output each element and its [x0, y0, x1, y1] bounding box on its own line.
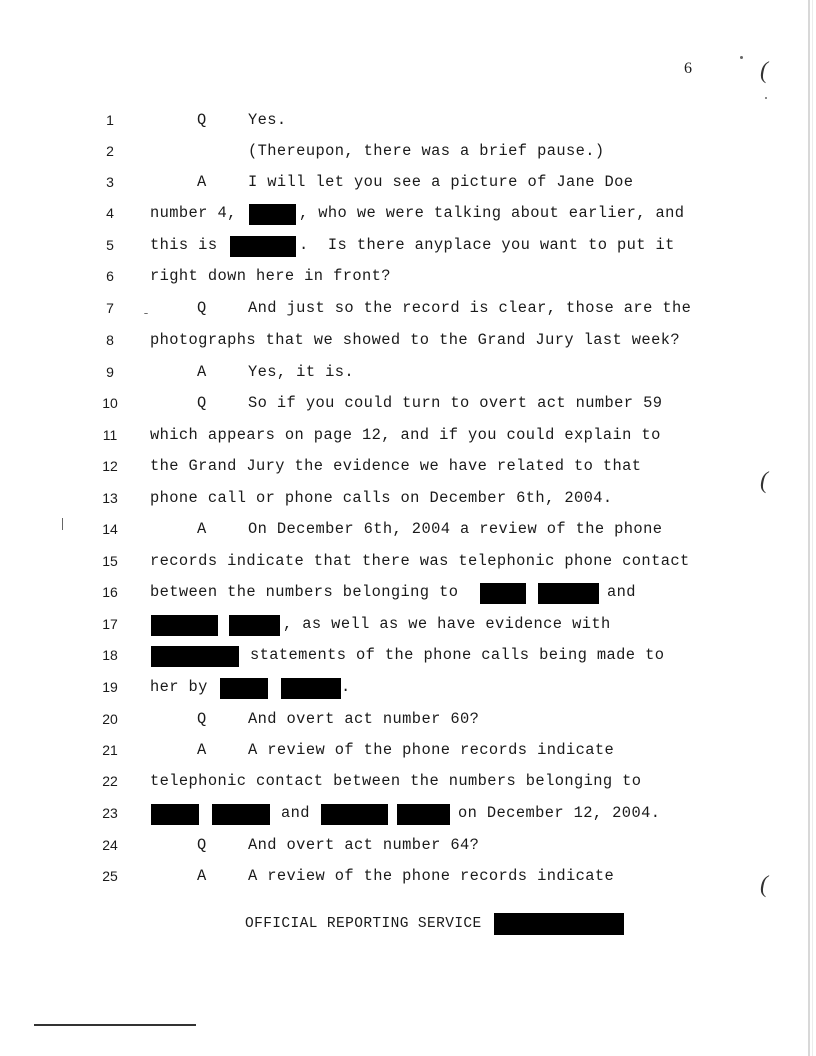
line-number: 25 [102, 868, 118, 884]
page-edge-line [808, 0, 810, 1056]
line-number: 18 [102, 647, 118, 663]
line-number: 1 [106, 112, 114, 128]
transcript-line [0, 614, 816, 640]
line-text: On December 6th, 2004 a review of the phone [248, 520, 663, 538]
line-text: . Is there anyplace you want to put it [299, 236, 675, 254]
line-number: 13 [102, 490, 118, 506]
line-number: 24 [102, 837, 118, 853]
line-text: number 4, [150, 204, 237, 222]
transcript-line [0, 519, 816, 545]
line-number: 10 [102, 395, 118, 411]
line-number: 17 [102, 616, 118, 632]
line-text: A [197, 363, 207, 381]
speck [144, 313, 148, 314]
line-text: her by [150, 678, 208, 696]
transcript-line [0, 866, 816, 892]
redaction-bar [249, 204, 296, 225]
transcript-line [0, 110, 816, 136]
line-text: A [197, 173, 207, 191]
line-number: 8 [106, 332, 114, 348]
line-number: 6 [106, 268, 114, 284]
line-text: Q [197, 299, 207, 317]
line-number: 12 [102, 458, 118, 474]
redaction-bar [151, 615, 218, 636]
page-number: 6 [684, 60, 692, 77]
redaction-bar [538, 583, 599, 604]
line-text: phone call or phone calls on December 6th, 2004. [150, 489, 613, 507]
redaction-bar [151, 804, 199, 825]
margin-mark: ( [760, 872, 768, 898]
line-number: 7 [106, 300, 114, 316]
redaction-bar [220, 678, 268, 699]
redaction-bar [151, 646, 239, 667]
line-text: which appears on page 12, and if you could explain to [150, 426, 661, 444]
bottom-rule [34, 1024, 196, 1026]
line-text: Q [197, 394, 207, 412]
redaction-bar [480, 583, 526, 604]
line-text: Yes. [248, 111, 287, 129]
line-number: 2 [106, 143, 114, 159]
transcript-line [0, 582, 816, 608]
transcript-line [0, 677, 816, 703]
transcript-line [0, 740, 816, 766]
line-text: , as well as we have evidence with [283, 615, 611, 633]
line-text: statements of the phone calls being made to [250, 646, 665, 664]
line-text: right down here in front? [150, 267, 391, 285]
transcript-line [0, 709, 816, 735]
transcript-line [0, 235, 816, 261]
line-text: . [341, 678, 351, 696]
line-text: photographs that we showed to the Grand Jury last week? [150, 331, 680, 349]
line-number: 15 [102, 553, 118, 569]
redaction-bar [229, 615, 280, 636]
line-text: between the numbers belonging to [150, 583, 459, 601]
transcript-line [0, 141, 816, 167]
transcript-line [0, 393, 816, 419]
redaction-bar [212, 804, 270, 825]
speck [740, 56, 743, 59]
transcript-line [0, 771, 816, 797]
line-text: Yes, it is. [248, 363, 354, 381]
line-number: 23 [102, 805, 118, 821]
line-text: , who we were talking about earlier, and [299, 204, 685, 222]
transcript-line [0, 172, 816, 198]
line-number: 16 [102, 584, 118, 600]
line-number: 19 [102, 679, 118, 695]
line-text: So if you could turn to overt act number 59 [248, 394, 663, 412]
line-text: (Thereupon, there was a brief pause.) [248, 142, 605, 160]
line-text: records indicate that there was telephonic phone contact [150, 552, 690, 570]
transcript-line [0, 835, 816, 861]
footer-label: OFFICIAL REPORTING SERVICE [245, 916, 482, 932]
page-edge-line-faint [812, 0, 813, 1056]
line-text: and [281, 804, 310, 822]
transcript-line [0, 803, 816, 829]
transcript-line [0, 203, 816, 229]
redaction-bar [230, 236, 296, 257]
line-text: and [607, 583, 636, 601]
line-text: this is [150, 236, 218, 254]
redaction-bar [281, 678, 341, 699]
redaction-bar [494, 913, 624, 935]
line-text: And overt act number 60? [248, 710, 480, 728]
line-text: A [197, 520, 207, 538]
line-number: 4 [106, 205, 114, 221]
redaction-bar [321, 804, 388, 825]
margin-mark: ( [760, 58, 768, 84]
line-text: And overt act number 64? [248, 836, 480, 854]
speck [765, 97, 767, 99]
line-number: 20 [102, 711, 118, 727]
transcript-line [0, 298, 816, 324]
line-number: 21 [102, 742, 118, 758]
line-text: on December 12, 2004. [458, 804, 661, 822]
transcript-line [0, 645, 816, 671]
speck [62, 518, 63, 530]
line-text: A [197, 867, 207, 885]
line-text: And just so the record is clear, those are the [248, 299, 692, 317]
line-text: the Grand Jury the evidence we have related to that [150, 457, 642, 475]
line-text: A [197, 741, 207, 759]
line-number: 9 [106, 364, 114, 380]
line-text: Q [197, 710, 207, 728]
line-number: 5 [106, 237, 114, 253]
line-number: 11 [102, 427, 118, 443]
transcript-line [0, 362, 816, 388]
transcript-line [0, 488, 816, 514]
redaction-bar [397, 804, 450, 825]
transcript-line [0, 456, 816, 482]
line-text: Q [197, 111, 207, 129]
transcript-line [0, 551, 816, 577]
line-text: A review of the phone records indicate [248, 741, 615, 759]
margin-mark: ( [760, 468, 768, 494]
line-text: I will let you see a picture of Jane Doe [248, 173, 634, 191]
line-number: 14 [102, 521, 118, 537]
line-text: A review of the phone records indicate [248, 867, 615, 885]
transcript-line [0, 425, 816, 451]
line-number: 3 [106, 174, 114, 190]
line-text: Q [197, 836, 207, 854]
transcript-line [0, 266, 816, 292]
transcript-line [0, 330, 816, 356]
line-number: 22 [102, 773, 118, 789]
line-text: telephonic contact between the numbers belonging to [150, 772, 642, 790]
